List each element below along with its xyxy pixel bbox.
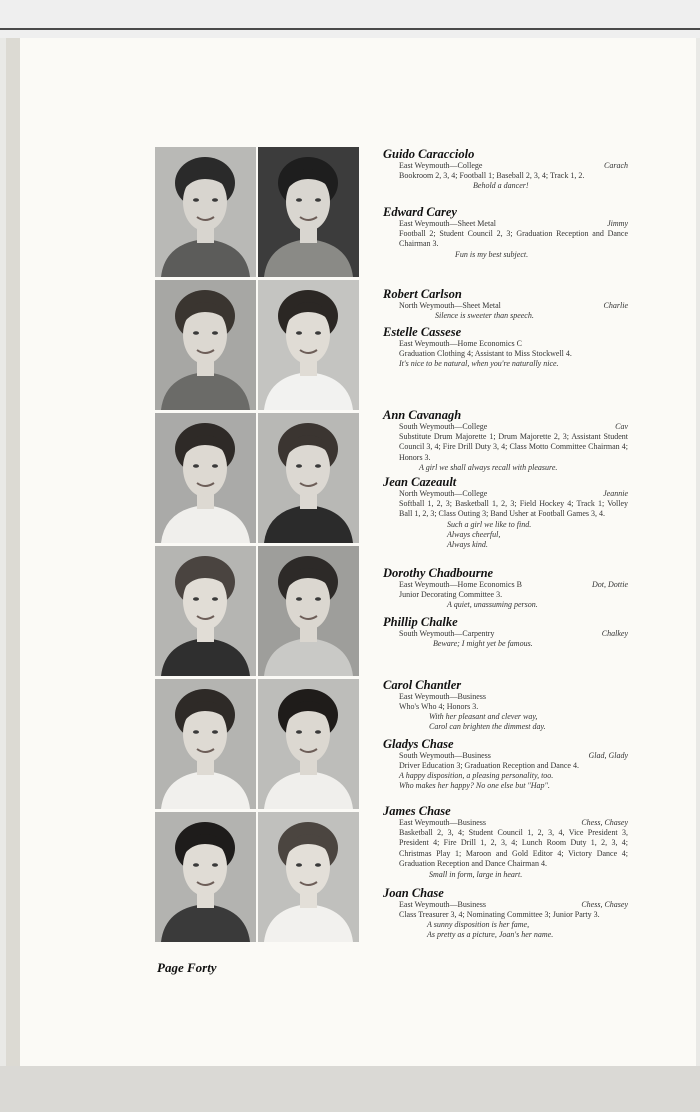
portrait-image [258,413,359,543]
quote: Behold a dancer! [473,181,529,191]
portrait-photo [258,812,359,942]
town-course: East Weymouth—Business [399,692,486,701]
scan-top-band [0,0,700,38]
student-name: Phillip Chalke [383,615,458,629]
portrait-image [155,679,256,809]
student-name: Joan Chase [383,886,444,900]
senior-entry [383,737,628,791]
town-course: East Weymouth—Business [399,818,486,827]
quote: Fun is my best subject. [455,249,529,259]
nickname: Chess, Chasey [581,818,628,827]
town-course: South Weymouth—Carpentry [399,629,495,638]
senior-entry [383,678,628,732]
page-number: Page Forty [157,960,217,975]
quote: Beware; I might yet be famous. [433,639,533,648]
portrait-grid [155,147,359,944]
quote: Small in form, large in heart. [429,869,523,879]
senior-entry [383,408,628,473]
portrait-image [155,280,256,410]
portrait-image [258,147,359,277]
portrait-photo [258,147,359,277]
portrait-photo [258,546,359,676]
portrait-photo [155,280,256,410]
student-name: Carol Chantler [383,678,462,692]
portrait-photo [155,679,256,809]
portrait-photo [155,812,256,942]
senior-entry [383,615,628,649]
portrait-image [258,280,359,410]
student-name: Guido Caracciolo [383,147,475,161]
student-name: Robert Carlson [383,287,462,301]
activities: Junior Decorating Committee 3. [399,590,503,599]
student-name: Gladys Chase [383,737,454,751]
senior-entry [383,147,628,191]
town-course: East Weymouth—Home Economics C [399,339,522,348]
nickname: Jimmy [607,219,628,228]
town-course: North Weymouth—Sheet Metal [399,301,501,310]
senior-entry [383,886,628,940]
student-name: Edward Carey [383,205,457,219]
quote: It's nice to be natural, when you're naturally nice. [399,359,559,369]
activities: Football 2; Student Council 2, 3; Graduation Reception and Dance Chairman 3. [399,229,628,249]
senior-entry [383,205,628,260]
quote: A girl we shall always recall with pleasure. [419,463,558,473]
nickname: Charlie [603,301,628,310]
activities: Class Treasurer 3, 4; Nominating Committee 3; Junior Party 3. [399,910,600,919]
portrait-photo [155,147,256,277]
activities: Graduation Clothing 4; Assistant to Miss Stockwell 4. [399,349,572,358]
portrait-photo [155,546,256,676]
portrait-image [155,546,256,676]
student-name: Ann Cavanagh [383,408,462,422]
portrait-image [155,413,256,543]
activities: Who's Who 4; Honors 3. [399,702,479,711]
activities: Bookroom 2, 3, 4; Football 1; Baseball 2, 3, 4; Track 1, 2. [399,171,585,180]
quote: A quiet, unassuming person. [447,600,538,610]
nickname: Carach [604,161,628,170]
activities: Driver Education 3; Graduation Reception and Dance 4. [399,761,579,770]
nickname: Jeannie [603,489,628,498]
portrait-image [155,147,256,277]
senior-entry [383,804,628,880]
nickname: Dot, Dottie [592,580,628,589]
senior-entry [383,325,628,369]
town-course: South Weymouth—College [399,422,488,431]
nickname: Chalkey [601,629,628,638]
nickname: Glad, Glady [588,751,628,760]
portrait-image [258,812,359,942]
town-course: South Weymouth—Business [399,751,491,760]
scan-bottom-band [0,1066,700,1112]
portrait-photo [258,679,359,809]
activities: Softball 1, 2, 3; Basketball 1, 2, 3; Field Hockey 4; Track 1; Volley Ball 1, 2, 3; Class Outing 3; Band Usher at Football Games 3, 4. [399,499,628,519]
quote: Such a girl we like to find. Always cheerful, Always kind. [447,519,532,549]
nickname: Chess, Chasey [581,900,628,909]
quote: Silence is sweeter than speech. [435,311,534,320]
activities: Basketball 2, 3, 4; Student Council 1, 2, 3, 4, Vice President 3, President 4; Fire Drill 1, 2, 3, 4; Lunch Room Duty 1, 2, 3, 4; Christmas Play 1; Maroon and Gold Editor 4; Victory Dance 4; Graduation Reception and Dance Chairman 4. [399,828,628,869]
town-course: East Weymouth—Sheet Metal [399,219,496,228]
student-name: James Chase [383,804,451,818]
town-course: East Weymouth—College [399,161,483,170]
senior-entry [383,287,628,321]
senior-entry [383,566,628,610]
portrait-image [258,546,359,676]
senior-entry [383,475,628,550]
nickname: Cav [615,422,628,431]
portrait-photo [155,413,256,543]
student-name: Jean Cazeault [383,475,457,489]
student-name: Dorothy Chadbourne [383,566,494,580]
quote: A sunny disposition is her fame, As pretty as a picture, Joan's her name. [427,920,554,940]
activities: Substitute Drum Majorette 1; Drum Majorette 2, 3; Assistant Student Council 3, 4; Fire Drill Duty 3, 4; Class Motto Committee Chairman 4; Honors 3. [399,432,628,462]
portrait-image [155,812,256,942]
student-name: Estelle Cassese [383,325,462,339]
portrait-photo [258,413,359,543]
town-course: East Weymouth—Business [399,900,486,909]
town-course: East Weymouth—Home Economics B [399,580,522,589]
town-course: North Weymouth—College [399,489,488,498]
quote: With her pleasant and clever way, Carol can brighten the dimmest day. [429,712,546,732]
portrait-image [258,679,359,809]
quote: A happy disposition, a pleasing personality, too. Who makes her happy? No one else but "Hap". [399,771,554,791]
portrait-photo [258,280,359,410]
